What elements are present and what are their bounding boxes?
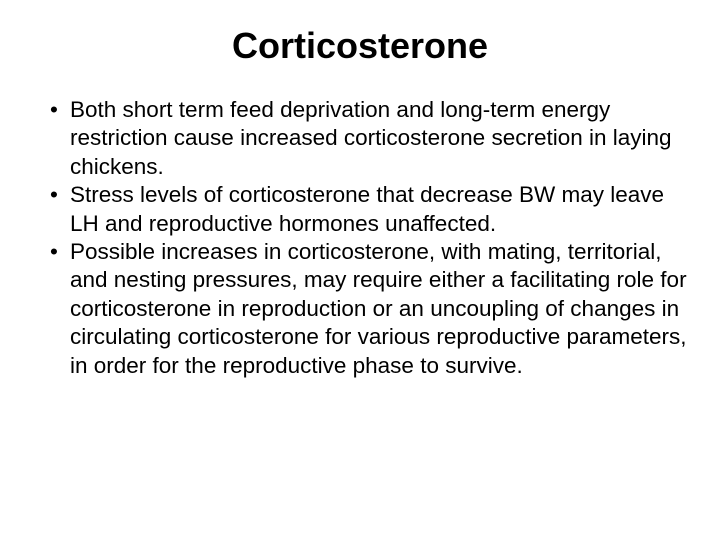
bullet-text: Possible increases in corticosterone, with mating, territorial, and nesting pressures, may require either a facilitating role for corticosterone in reproduction or an uncoupling of changes in circulating corticosterone for various reproductive parameters, in order for the reproductive phase to survive. <box>70 239 687 378</box>
bullet-point-icon: • <box>50 97 58 122</box>
bullet-text: Both short term feed deprivation and long-term energy restriction cause increased corticosterone secretion in laying chickens. <box>70 97 672 179</box>
bullet-text: Stress levels of corticosterone that decrease BW may leave LH and reproductive hormones unaffected. <box>70 182 665 236</box>
bullet-item <box>50 238 690 380</box>
bullet-point-icon: • <box>50 239 58 265</box>
bullet-point-icon: • <box>50 182 58 208</box>
bullet-item <box>50 96 690 181</box>
bullet-item <box>50 181 690 238</box>
slide-title: Corticosterone <box>231 25 489 66</box>
bullet-list <box>50 96 690 380</box>
